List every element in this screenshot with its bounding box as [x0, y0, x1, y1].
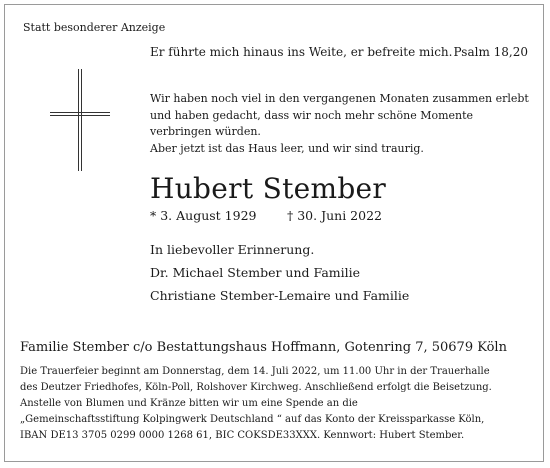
memorial-poem — [150, 91, 529, 157]
mourner-line: In liebevoller Erinnerung. — [150, 242, 315, 257]
mourners-list — [150, 238, 409, 307]
cross-icon — [50, 69, 110, 171]
info-line: Anstelle von Blumen und Kränze bitten wir um eine Spende an die — [20, 398, 358, 409]
info-line: „Gemeinschaftsstiftung Kolpingwerk Deutschland “ auf das Konto der Kreissparkasse Köln, — [20, 414, 485, 425]
info-line: des Deutzer Friedhofes, Köln-Poll, Rolshover Kirchweg. Anschließend erfolgt die Beisetzung. — [20, 382, 492, 393]
info-line: IBAN DE13 3705 0299 0000 1268 61, BIC COKSDE33XXX. Kennwort: Hubert Stember. — [20, 430, 465, 441]
deceased-name: Hubert Stember — [150, 172, 387, 205]
contact-address: Familie Stember c/o Bestattungshaus Hoffmann, Gotenring 7, 50679 Köln — [20, 340, 507, 355]
poem-line: Aber jetzt ist das Haus leer, und wir sind traurig. — [150, 141, 424, 155]
mourner-line: Dr. Michael Stember und Familie — [150, 265, 361, 280]
mourner-line: Christiane Stember-Lemaire und Familie — [150, 288, 410, 303]
funeral-info — [20, 364, 492, 444]
death-date: † 30. Juni 2022 — [287, 208, 382, 223]
bible-quote: Er führte mich hinaus ins Weite, er befreite mich. — [150, 45, 453, 59]
poem-line: und haben gedacht, dass wir noch mehr schöne Momente — [150, 108, 474, 122]
poem-line: verbringen würden. — [150, 125, 261, 138]
notice-header: Statt besonderer Anzeige — [23, 21, 166, 34]
info-line: Die Trauerfeier beginnt am Donnerstag, dem 14. Juli 2022, um 11.00 Uhr in der Trauerhalle — [20, 366, 490, 377]
quote-reference: Psalm 18,20 — [453, 45, 528, 59]
poem-line: Wir haben noch viel in den vergangenen Monaten zusammen erlebt — [150, 92, 529, 105]
birth-date: * 3. August 1929 — [150, 208, 257, 223]
